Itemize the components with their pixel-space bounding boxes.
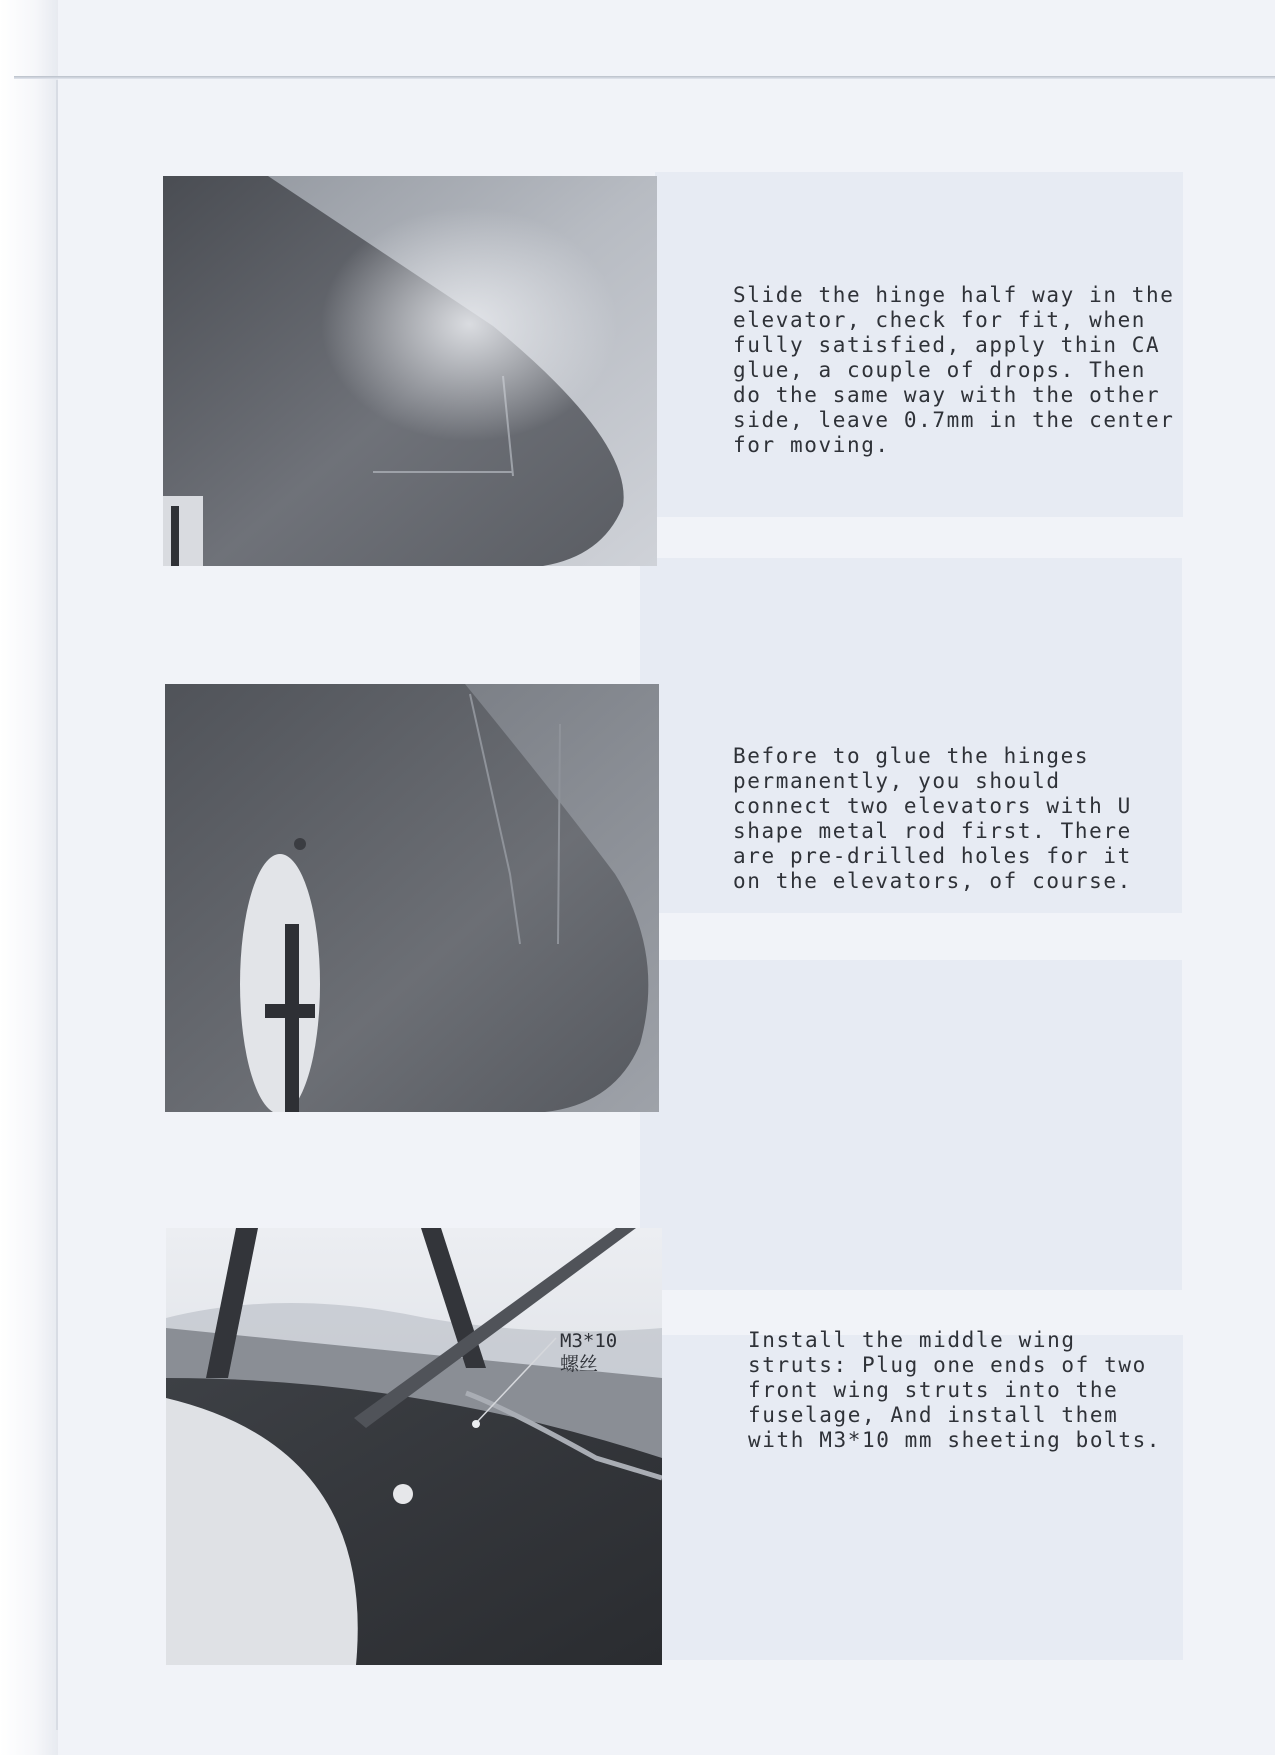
elevator-rod-photo — [165, 684, 659, 1112]
elevator-hinge-photo — [163, 176, 657, 566]
step-1-caption: Slide the hinge half way in the elevator, check for fit, when fully satisfied, apply thin CA glue, a couple of drops. Then do the same way with the other side, leave 0.7mm in the center for moving. — [733, 283, 1175, 457]
step-2-caption: Before to glue the hinges permanently, you should connect two elevators with U shape metal rod first. There are pre-drilled holes for it on the elevators, of course. — [733, 744, 1132, 893]
page-top-edge — [14, 76, 1275, 79]
wing-struts-photo — [166, 1228, 662, 1665]
page-left-margin — [0, 0, 58, 1755]
step-3-caption: Install the middle wing struts: Plug one ends of two front wing struts into the fuselage, And install them with M3*10 mm sheeting bolts. — [748, 1328, 1162, 1452]
bolt-callout-label-chinese: 螺丝 — [560, 1353, 599, 1375]
bolt-callout-label: M3*10 — [560, 1330, 618, 1352]
page-fold-line — [56, 80, 58, 1730]
bleed-through-block — [640, 960, 1182, 1290]
